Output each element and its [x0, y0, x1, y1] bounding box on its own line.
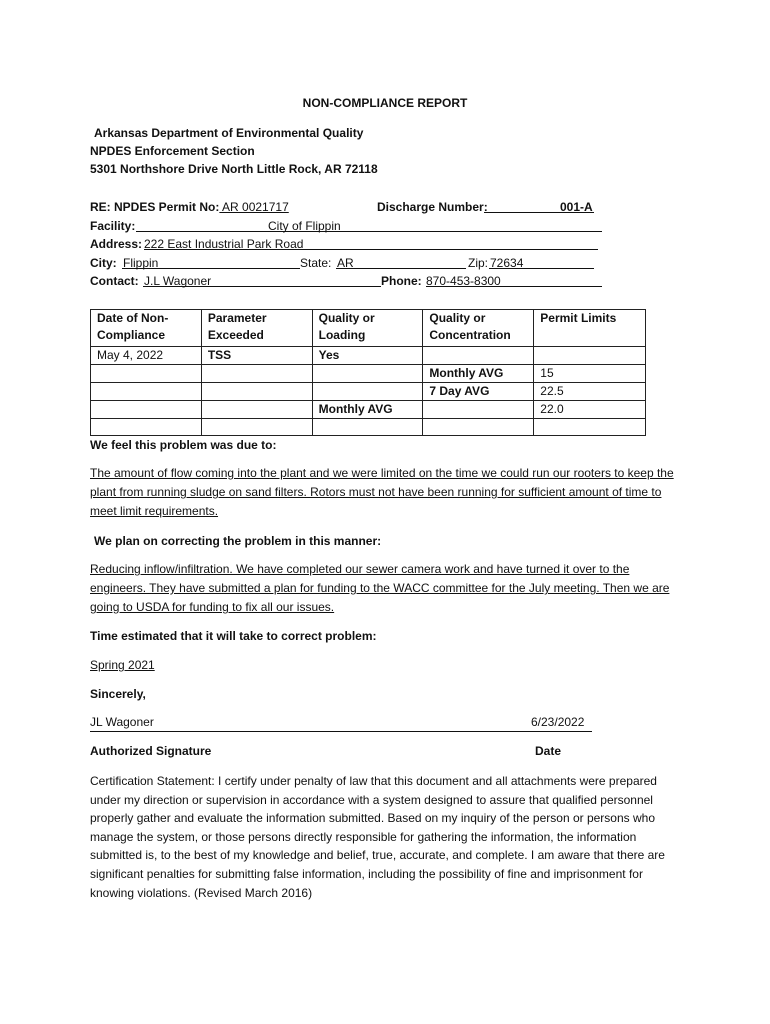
- report-title: NON-COMPLIANCE REPORT: [302, 96, 468, 110]
- table-cell: 22.5: [534, 383, 646, 401]
- time-heading: Time estimated that it will take to correct problem:: [90, 629, 377, 643]
- table-row: [91, 347, 646, 365]
- header-parameter: Parameter Exceeded: [201, 310, 312, 347]
- phone-value: 870-453-8300: [426, 274, 501, 288]
- agency-section: NPDES Enforcement Section: [90, 144, 255, 158]
- facility-row: [90, 217, 602, 236]
- plan-text: Reducing inflow/infiltration. We have completed our sewer camera work and have turned it over to the engineers. They have submitted a plan for funding to the WACC committee for the July meeting. Then we are going to USDA for funding to fix all our issues.: [90, 562, 670, 614]
- table-cell: [423, 419, 534, 436]
- address-row: [90, 235, 602, 254]
- cause-text: The amount of flow coming into the plant and we were limited on the time we could run our rooters to keep the plant from running sludge on sand filters. Rotors must not have been running for sufficient amount of time to meet limit requirements.: [90, 466, 674, 518]
- table-cell: [201, 365, 312, 383]
- table-cell: TSS: [201, 347, 312, 365]
- table-cell: [534, 419, 646, 436]
- table-cell: [201, 383, 312, 401]
- header-date: Date of Non-Compliance: [91, 310, 202, 347]
- header-concentration: Quality or Concentration: [423, 310, 534, 347]
- permit-fields: [90, 198, 602, 291]
- table-cell: [91, 365, 202, 383]
- plan-heading: We plan on correcting the problem in this manner:: [94, 534, 382, 548]
- table-row: [91, 419, 646, 436]
- table-cell: [201, 419, 312, 436]
- table-cell: [312, 383, 423, 401]
- closing-text: Sincerely,: [90, 687, 146, 701]
- signature-label: Authorized Signature: [90, 744, 212, 758]
- discharge-label: Discharge Number:: [377, 200, 488, 214]
- table-row: [91, 383, 646, 401]
- permit-label: RE: NPDES Permit No:: [90, 200, 220, 214]
- agency-street: 5301 Northshore Drive North Little Rock, AR 72118: [90, 162, 378, 176]
- table-cell: [201, 401, 312, 419]
- table-cell: Monthly AVG: [423, 365, 534, 383]
- zip-label: Zip:: [468, 255, 489, 270]
- signature-date: 6/23/2022: [531, 715, 585, 729]
- table-cell: [91, 383, 202, 401]
- table-cell: Yes: [312, 347, 423, 365]
- facility-underline: [136, 217, 602, 232]
- permit-value: AR 0021717: [219, 200, 289, 214]
- discharge-value: 001-A: [560, 200, 593, 214]
- time-text: Spring 2021: [90, 658, 155, 672]
- state-label: State:: [300, 255, 332, 270]
- state-value: AR: [337, 255, 354, 270]
- agency-address: [90, 124, 378, 178]
- table-cell: 7 Day AVG: [423, 383, 534, 401]
- table-header-row: [91, 310, 646, 347]
- city-row: [90, 254, 602, 273]
- agency-name: Arkansas Department of Environmental Quality: [94, 126, 364, 140]
- city-label: City:: [90, 255, 117, 270]
- certification-statement: Certification Statement: I certify under penalty of law that this document and all attachments were prepared under my direction or supervision in accordance with a system designed to assure that qualified personnel properly gather and evaluate the information submitted. Based on my inquiry of the person or persons who manage the system, or those persons directly responsible for gathering the information, the information submitted is, to the best of my knowledge and belief, true, accurate, and complete. I am aware that there are significant penalties for submitting false information, including the possibility of fine and imprisonment for knowing violations. (Revised March 2016): [90, 774, 665, 900]
- header-loading: Quality or Loading: [312, 310, 423, 347]
- table-cell: [312, 419, 423, 436]
- contact-row: [90, 272, 602, 291]
- address-value: 222 East Industrial Park Road: [144, 237, 304, 251]
- state-underline: [336, 254, 466, 269]
- facility-label: Facility:: [90, 218, 136, 233]
- table-cell: [534, 347, 646, 365]
- table-cell: 22.0: [534, 401, 646, 419]
- permit-row: [90, 198, 602, 217]
- table-cell: Monthly AVG: [312, 401, 423, 419]
- table-cell: 15: [534, 365, 646, 383]
- city-value: Flippin: [123, 255, 159, 270]
- contact-label: Contact:: [90, 274, 139, 288]
- facility-value: City of Flippin: [268, 218, 341, 233]
- header-permit-limits: Permit Limits: [534, 310, 646, 347]
- address-label: Address:: [90, 237, 143, 251]
- table-cell: May 4, 2022: [91, 347, 202, 365]
- noncompliance-table: [90, 309, 646, 436]
- table-cell: [91, 419, 202, 436]
- table-cell: [312, 365, 423, 383]
- table-cell: [423, 401, 534, 419]
- phone-label: Phone:: [381, 274, 422, 288]
- zip-value: 72634: [490, 255, 524, 270]
- table-row: [91, 401, 646, 419]
- date-label: Date: [535, 744, 562, 758]
- cause-heading: We feel this problem was due to:: [90, 438, 277, 452]
- table-cell: [91, 401, 202, 419]
- signer-name: JL Wagoner: [90, 715, 154, 729]
- contact-value: J.L Wagoner: [144, 274, 212, 288]
- table-cell: [423, 347, 534, 365]
- table-row: [91, 365, 646, 383]
